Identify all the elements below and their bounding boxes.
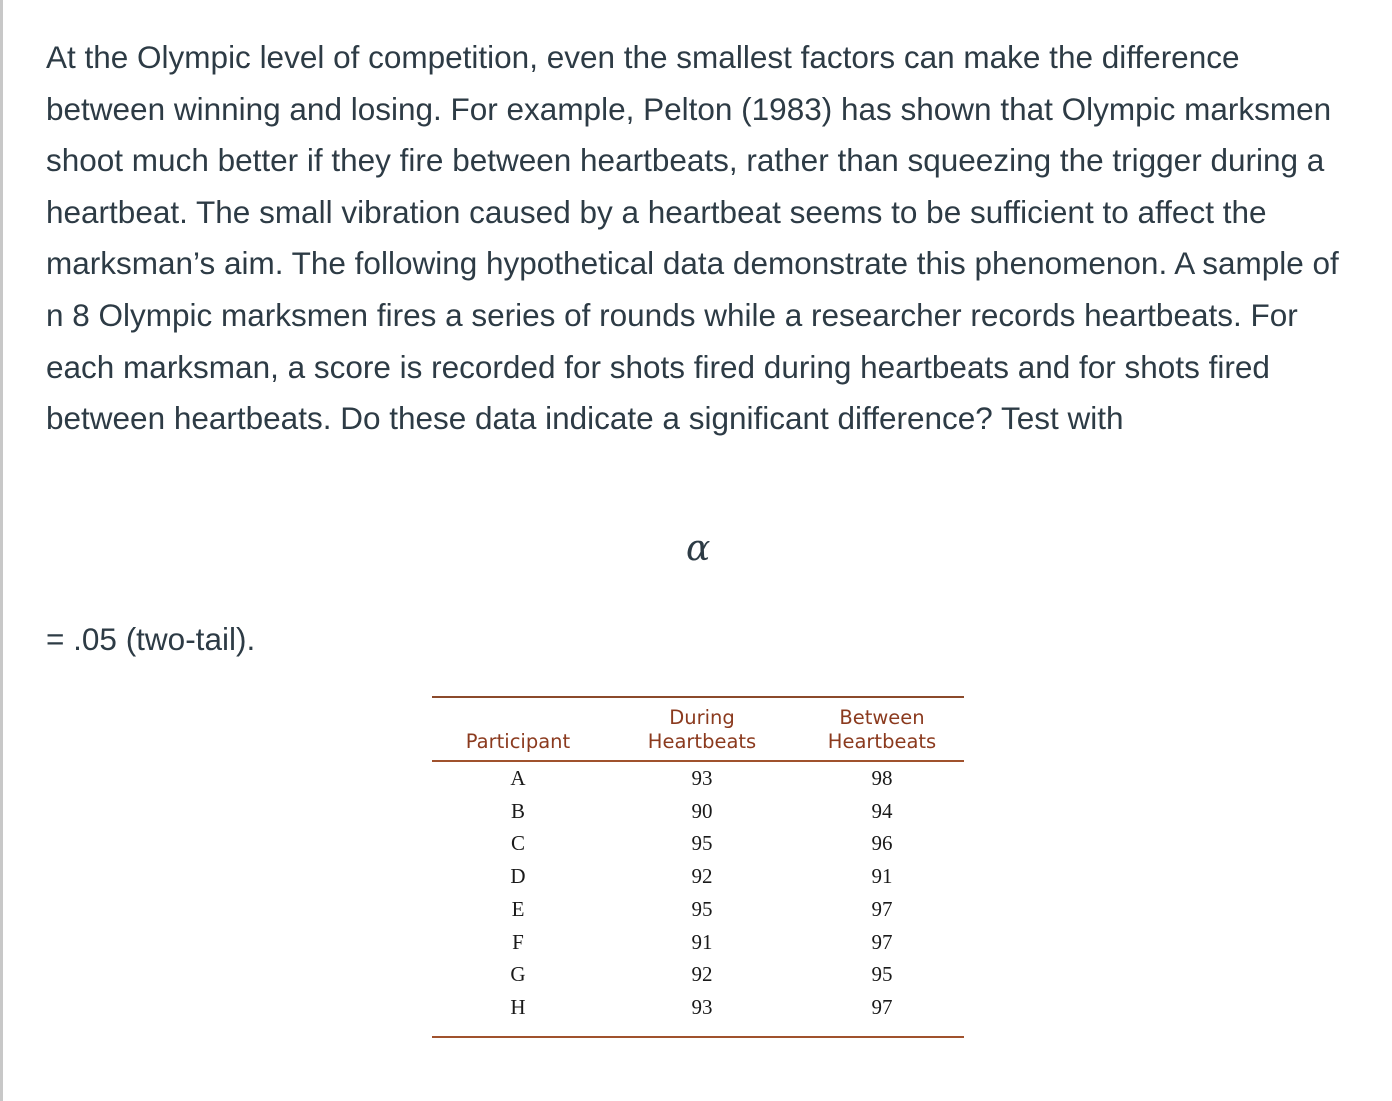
header-between-line2: Heartbeats <box>827 730 937 753</box>
cell-during: 90 <box>691 798 713 823</box>
table-bottom-rule <box>432 1036 964 1038</box>
cell-during: 93 <box>691 766 713 790</box>
cell-between: 96 <box>871 831 893 856</box>
header-participant-label: Participant <box>465 730 571 753</box>
table-row <box>432 860 964 893</box>
cell-between: 94 <box>871 798 893 823</box>
table-row <box>432 991 964 1036</box>
cell-participant: B <box>510 798 525 823</box>
table-row <box>432 958 964 991</box>
cell-during: 92 <box>691 864 713 889</box>
cell-between: 91 <box>871 864 893 889</box>
cell-participant: H <box>510 994 526 1019</box>
heartbeat-data-table <box>432 698 964 1036</box>
cell-during: 95 <box>691 896 713 921</box>
cell-participant: C <box>510 831 525 856</box>
cell-between: 97 <box>871 994 893 1019</box>
cell-during: 93 <box>691 994 713 1019</box>
table-header-row <box>432 698 964 760</box>
table-row <box>432 795 964 828</box>
cell-during: 91 <box>691 929 713 954</box>
cell-participant: E <box>511 896 525 921</box>
header-participant <box>432 698 604 760</box>
cell-participant: D <box>510 864 526 889</box>
table-row <box>432 827 964 860</box>
cell-participant: G <box>510 962 526 987</box>
cell-during: 92 <box>691 962 713 987</box>
cell-participant: A <box>510 766 526 790</box>
header-during-heartbeats <box>604 698 800 760</box>
alpha-value: = .05 (two-tail). <box>46 621 256 657</box>
header-between-line1: Between <box>839 706 925 729</box>
cell-between: 98 <box>871 766 893 790</box>
header-during-line2: Heartbeats <box>647 730 757 753</box>
header-during-line1: During <box>669 706 735 729</box>
alpha-symbol: α <box>686 528 711 569</box>
question-paragraph: At the Olympic level of competition, even the smallest factors can make the difference between winning and losing. For example, Pelton (1983) has shown that Olympic marksmen shoot much better if they fire between heartbeats, rather than squeezing the trigger during a heartbeat. The small vibration caused by a heartbeat seems to be sufficient to affect the marksman’s aim. The following hypothetical data demonstrate this phenomenon. A sample of n 8 Olympic marksmen fires a series of rounds while a researcher records heartbeats. For each marksman, a score is recorded for shots fired during heartbeats and for shots fired between heartbeats. Do these data indicate a significant difference? Test with <box>46 39 1339 437</box>
table-row <box>432 893 964 926</box>
cell-between: 97 <box>871 929 893 954</box>
data-table-container <box>432 696 964 1038</box>
table-row <box>432 762 964 795</box>
header-between-heartbeats <box>800 698 964 760</box>
cell-during: 95 <box>691 831 713 856</box>
cell-participant: F <box>512 929 524 954</box>
table-row <box>432 926 964 959</box>
cell-between: 95 <box>871 962 893 987</box>
left-border <box>0 0 3 1101</box>
cell-between: 97 <box>871 896 893 921</box>
